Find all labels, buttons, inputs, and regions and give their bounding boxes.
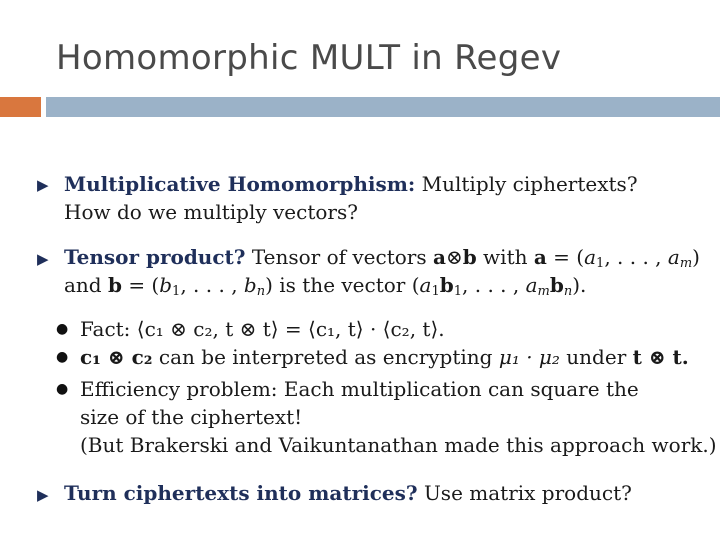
sub-bullet-dot-icon: ● [56, 321, 69, 337]
bullet-1-line-2: How do we multiply vectors? [64, 200, 358, 224]
key-tensor: t ⊗ t. [632, 345, 689, 369]
math-end: ). [572, 273, 587, 297]
math-am: a [667, 245, 680, 269]
math-a: a [432, 245, 446, 269]
bullet-3-heading: Turn ciphertexts into matrices? [64, 481, 418, 505]
under-text: under [566, 345, 627, 369]
math-bn: b [243, 273, 257, 297]
math-sub1d: 1 [453, 284, 463, 299]
math-eq: = ( [553, 245, 585, 269]
math-b1: b [159, 273, 173, 297]
math-eq-2: = ( [128, 273, 160, 297]
text-is-vector: ) is the vector ( [265, 273, 420, 297]
ciphertext-tensor: c₁ ⊗ c₂ [80, 345, 153, 369]
text-and: and [64, 273, 102, 297]
math-sub1c: 1 [431, 284, 440, 299]
slide-title: Homomorphic MULT in Regev [56, 38, 562, 78]
sub-bullet-2 [80, 345, 689, 369]
math-sub1: 1 [596, 256, 605, 271]
bullet-2-line-2 [64, 273, 586, 304]
sub-bullet-1 [80, 317, 445, 341]
math-a-2: a [533, 245, 547, 269]
bullet-2-text: Tensor of vectors [251, 245, 427, 269]
fact-formula: ⟨c₁ ⊗ c₂, t ⊗ t⟩ = ⟨c₁, t⟩ · ⟨c₂, t⟩. [136, 317, 445, 341]
mu-product: μ₁ · μ₂ [498, 345, 560, 369]
math-b: b [462, 245, 477, 269]
math-a1: a [584, 245, 597, 269]
math-a1-2: a [419, 273, 432, 297]
math-close: ) [692, 245, 700, 269]
sub-bullet-3-line-3: (But Brakerski and Vaikuntanathan made this approach work.) [80, 433, 717, 457]
math-b1-bold: b [439, 273, 454, 297]
bullet-2-line-1 [64, 245, 700, 276]
bullet-arrow-icon: ▶ [37, 486, 49, 504]
math-subn: n [256, 284, 266, 299]
sub-bullet-dot-icon: ● [56, 381, 69, 397]
math-sub1b: 1 [172, 284, 181, 299]
math-bn-bold: b [549, 273, 564, 297]
math-subm: m [679, 256, 693, 271]
fact-label: Fact: [80, 317, 131, 341]
sub-bullet-3-line-2: size of the ciphertext! [80, 405, 303, 429]
math-subn-2: n [563, 284, 573, 299]
math-dots: , . . . , [604, 245, 668, 269]
bullet-1-line-1 [64, 172, 638, 196]
math-dots-2: , . . . , [180, 273, 244, 297]
title-accent-bar [0, 97, 41, 117]
math-dots-3: , . . . , [462, 273, 526, 297]
bullet-1-heading: Multiplicative Homomorphism: [64, 172, 416, 196]
interpreted-text: can be interpreted as encrypting [158, 345, 493, 369]
math-b-2: b [107, 273, 122, 297]
bullet-arrow-icon: ▶ [37, 250, 49, 268]
sub-bullet-3-line-1: Efficiency problem: Each multiplication can square the [80, 377, 639, 401]
math-am-2: a [525, 273, 538, 297]
bullet-3-line-1 [64, 481, 632, 505]
math-subm-2: m [537, 284, 550, 299]
math-with: with [483, 245, 528, 269]
bullet-arrow-icon: ▶ [37, 176, 49, 194]
title-divider-bar [46, 97, 720, 117]
bullet-1-text: Multiply ciphertexts? [421, 172, 638, 196]
bullet-2-heading: Tensor product? [64, 245, 246, 269]
bullet-3-text: Use matrix product? [423, 481, 632, 505]
math-otimes: ⊗ [445, 245, 463, 269]
sub-bullet-dot-icon: ● [56, 349, 69, 365]
